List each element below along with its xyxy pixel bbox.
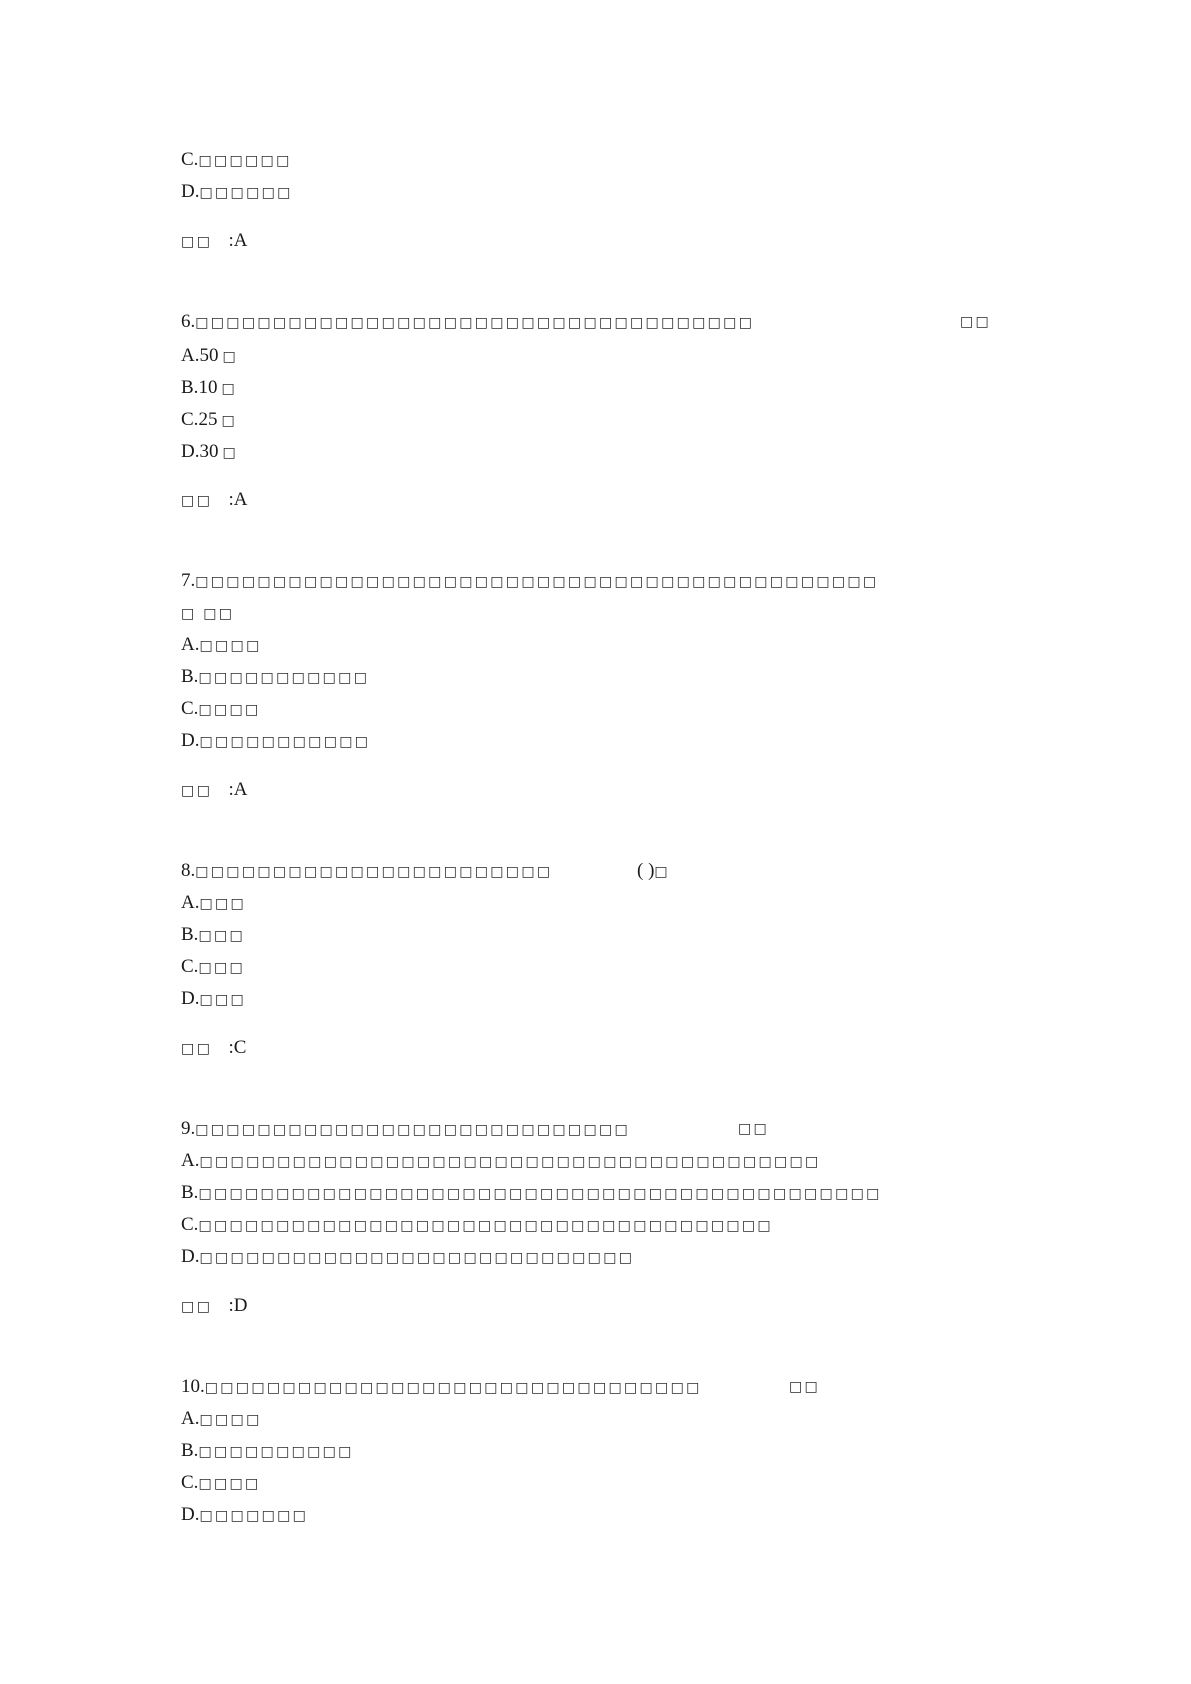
question-line xyxy=(181,149,292,172)
answer-value: :D xyxy=(228,1295,248,1316)
item-label: C. xyxy=(181,1214,199,1235)
item-label: A. xyxy=(181,634,200,655)
item-label: D. xyxy=(181,1246,200,1267)
item-text: □□□ xyxy=(199,896,247,912)
item-text: 25 xyxy=(198,409,218,430)
question-line xyxy=(181,1118,630,1141)
question-line xyxy=(181,1246,634,1269)
item-label: 10. xyxy=(181,1376,205,1397)
question-line xyxy=(181,602,234,625)
blank-parens: ( ) xyxy=(637,860,655,881)
item-text: □□□□ xyxy=(199,638,262,654)
item-text: 10 xyxy=(198,377,218,398)
item-text: □□□□□□□□□□□□□□□□□□□□□□□□□□□□□□□□ xyxy=(204,1380,702,1396)
item-text: □□□□□□□□□□□ xyxy=(198,670,370,686)
item-label: 9. xyxy=(181,1118,196,1139)
item-text: □□□□□□□□□□□□□□□□□□□□□□□□□□□□□□□□□□□□□□□□ xyxy=(199,1154,821,1170)
item-text: □□□ xyxy=(199,992,247,1008)
question-line xyxy=(181,892,246,915)
item-text: □□□□ xyxy=(199,1412,262,1428)
question-line xyxy=(181,860,552,883)
question-line xyxy=(181,634,262,657)
item-text: □□□□□□□□□□□ xyxy=(199,734,371,750)
question-line xyxy=(181,409,237,432)
answer-line xyxy=(181,779,247,802)
item-label: A. xyxy=(181,892,200,913)
item-label: A. xyxy=(181,1150,200,1171)
question-line xyxy=(181,1440,354,1463)
answer-line xyxy=(181,230,247,253)
item-label: C. xyxy=(181,149,199,170)
item-text: □□□□□□□□□□□□□□□□□□□□□□□□□□□□ xyxy=(199,1250,635,1266)
question-line xyxy=(181,666,369,689)
item-label: C. xyxy=(181,698,199,719)
question-tail: □□ xyxy=(738,1121,770,1137)
question-line xyxy=(181,956,245,979)
item-text: □□□□□□□□□□□□□□□□□□□□□□□□□□□□□□□□□□□□□□□□□□□□ xyxy=(198,1186,882,1202)
answer-line xyxy=(181,1037,246,1060)
item-text: □□□□□□□□□□ xyxy=(198,1444,354,1460)
question-line xyxy=(181,1376,702,1399)
item-text: □□□□ xyxy=(198,1476,261,1492)
question-line xyxy=(181,924,245,947)
answer-value: :A xyxy=(228,230,248,251)
item-text: □□□□□□□□□□□□□□□□□□□□□□□□□□□□□□□□□□□□ xyxy=(195,315,755,331)
question-line xyxy=(181,730,370,753)
item-label: 8. xyxy=(181,860,196,881)
item-label: D. xyxy=(181,441,200,462)
question-line xyxy=(181,1472,261,1495)
answer-key: □□ xyxy=(181,1041,213,1057)
question-line xyxy=(181,1182,882,1205)
item-label: 7. xyxy=(181,570,196,591)
item-label: B. xyxy=(181,924,199,945)
item-label: D. xyxy=(181,730,200,751)
item-label: D. xyxy=(181,988,200,1009)
item-text: □ □□ xyxy=(181,606,235,622)
question-tail: □□ xyxy=(789,1379,821,1395)
item-text: □□□□□□□□□□□□□□□□□□□□□□□□□□□□□□□□□□□□□ xyxy=(198,1218,773,1234)
item-label: B. xyxy=(181,666,199,687)
answer-key: □□ xyxy=(181,1299,213,1315)
item-text: □□□□□□ xyxy=(199,185,293,201)
item-text: □□□ xyxy=(198,960,246,976)
question-line xyxy=(181,1214,773,1237)
item-text: □□□□□□□ xyxy=(199,1508,309,1524)
item-label: B. xyxy=(181,1440,199,1461)
question-line xyxy=(181,311,754,334)
item-text: □□□□ xyxy=(198,702,261,718)
item-label: C. xyxy=(181,1472,199,1493)
blank-suffix: □ xyxy=(654,864,670,880)
question-line xyxy=(181,1150,821,1173)
item-text: 30 xyxy=(199,441,219,462)
question-line xyxy=(181,345,238,368)
question-line xyxy=(181,1504,308,1527)
item-text: □□□□□□□□□□□□□□□□□□□□□□□ xyxy=(195,864,553,880)
question-line xyxy=(181,570,878,593)
item-label: A. xyxy=(181,1408,200,1429)
item-suffix: □ xyxy=(221,381,237,397)
item-suffix: □ xyxy=(221,413,237,429)
answer-value: :C xyxy=(228,1037,247,1058)
item-label: A. xyxy=(181,345,200,366)
answer-value: :A xyxy=(228,779,248,800)
item-suffix: □ xyxy=(222,445,239,461)
answer-key: □□ xyxy=(181,234,213,250)
item-label: C. xyxy=(181,409,199,430)
answer-blank xyxy=(637,860,670,883)
question-line xyxy=(181,698,261,721)
item-label: B. xyxy=(181,1182,199,1203)
question-line xyxy=(181,377,237,400)
item-label: D. xyxy=(181,181,200,202)
question-tail: □□ xyxy=(960,314,992,330)
item-suffix: □ xyxy=(222,349,239,365)
question-line xyxy=(181,988,246,1011)
item-text: □□□□□□□□□□□□□□□□□□□□□□□□□□□□□□□□□□□□□□□□□□□□ xyxy=(195,574,879,590)
answer-key: □□ xyxy=(181,493,213,509)
item-text: 50 xyxy=(199,345,219,366)
item-label: B. xyxy=(181,377,199,398)
answer-value: :A xyxy=(228,489,248,510)
item-text: □□□□□□□□□□□□□□□□□□□□□□□□□□□□ xyxy=(195,1122,631,1138)
question-line xyxy=(181,1408,262,1431)
item-label: D. xyxy=(181,1504,200,1525)
answer-key: □□ xyxy=(181,783,213,799)
item-text: □□□□□□ xyxy=(198,153,292,169)
question-line xyxy=(181,441,238,464)
item-label: 6. xyxy=(181,311,196,332)
answer-line xyxy=(181,1295,247,1318)
item-text: □□□ xyxy=(198,928,246,944)
item-label: C. xyxy=(181,956,199,977)
question-line xyxy=(181,181,293,204)
answer-line xyxy=(181,489,247,512)
